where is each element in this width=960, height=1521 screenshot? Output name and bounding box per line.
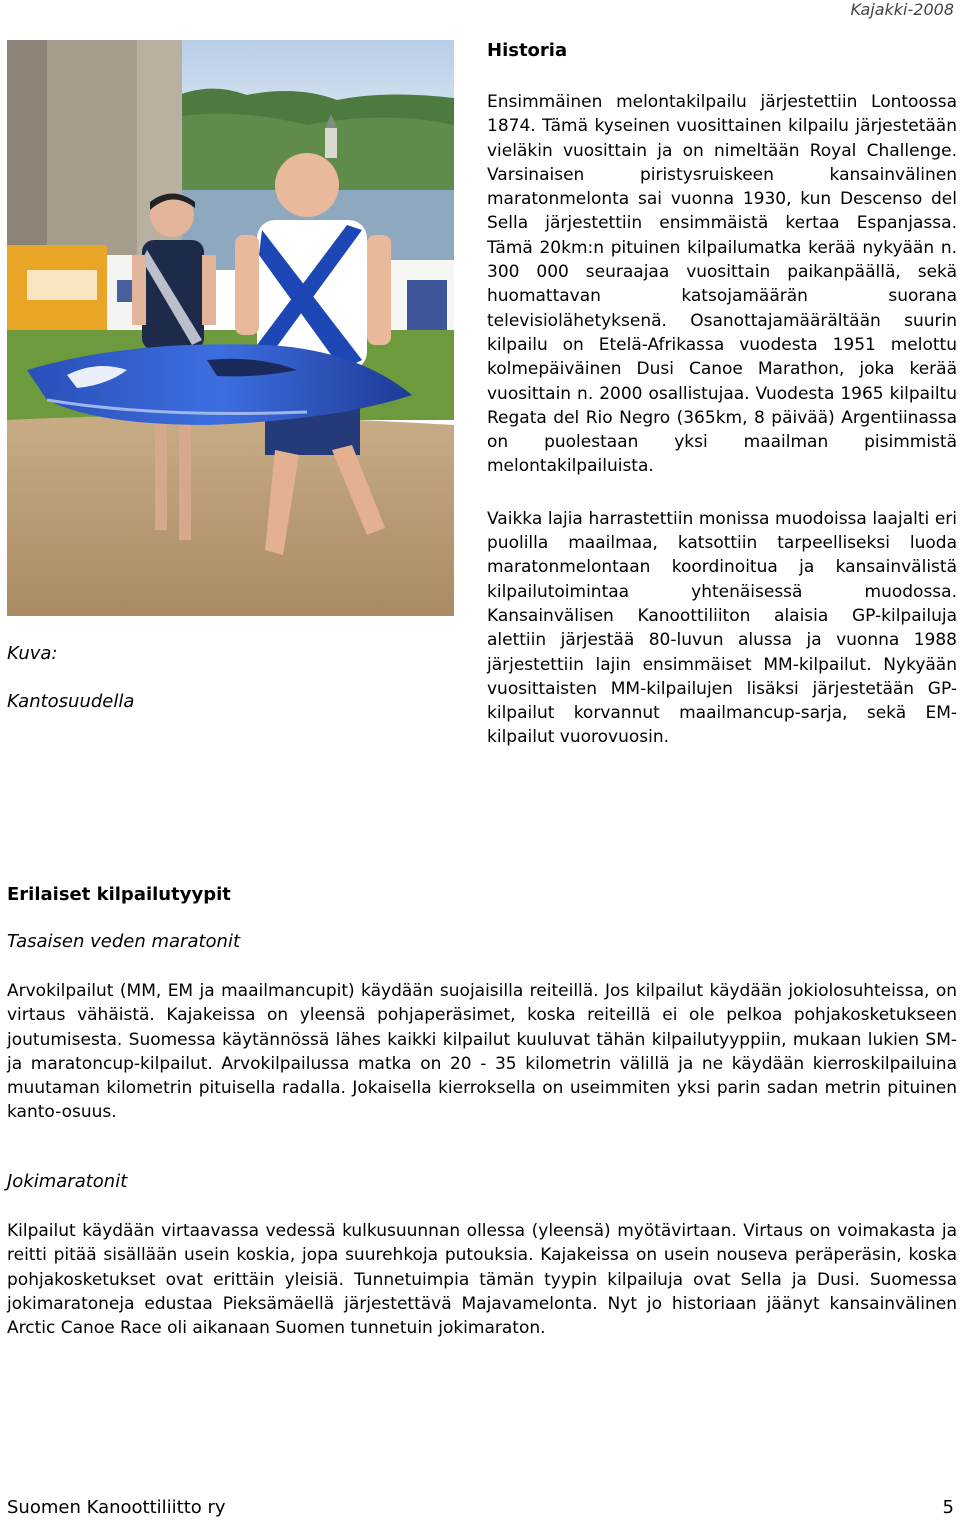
- photo-caption: [7, 630, 134, 726]
- river-text: Kilpailut käydään virtaavassa vedessä kulkusuunnan ollessa (yleensä) myötävirtaan. Virtaus on voimakasta ja reitti pitää sisällään usein koskia, jopa suurehkoja putouksia. Kajakeissa on usein nouseva peräperäsin, koska pohjakosketukset ovat erittäin yleisiä. Tunnetuimpia tämän tyypin kilpailuja ovat Sella ja Dusi. Suomessa jokimaratoneja edustaa Pieksämäellä järjestettävä Majavamelonta. Nyt jo historiaan jäänyt kansainvälinen Arctic Canoe Race oli aikanaan Suomen tunnetuin jokimaraton.: [7, 1221, 957, 1339]
- caption-text: Kantosuudella: [7, 691, 135, 712]
- document-title: Kajakki-2008: [850, 0, 954, 19]
- kayak-carry-photo: [7, 40, 454, 616]
- flat-water-subtitle: Tasaisen veden maratonit: [7, 931, 241, 952]
- river-subtitle: Jokimaratonit: [7, 1171, 128, 1192]
- page-number: 5: [942, 1497, 954, 1518]
- history-title: Historia: [487, 40, 568, 61]
- history-paragraph-1: Ensimmäinen melontakilpailu järjestettiin Lontoossa 1874. Tämä kyseinen vuosittainen kilpailu järjestetään vieläkin vuosittain ja on nimeltään Royal Challenge. Varsinaisen piristysruiskeen kansainvälinen maratonmelonta sai vuonna 1930, kun Descenso del Sella järjestettiin ensimmäistä kertaa Espanjassa. Tämä 20km:n pituinen kilpailumatka kerää nykyään n. 300 000 seuraajaa vuosittain paikanpäällä, sekä huomattavan katsojamäärän suorana televisiolähetyksenä. Osanottajamäärältään suurin kilpailu on Etelä-Afrikassa vuodesta 1951 melottu kolmepäiväinen Dusi Canoe Marathon, joka kerää vuosittain n. 2000 osallistujaa. Vuodesta 1965 kilpailtu Regata del Rio Negro (365km, 8 päivää) Argentiinassa on puolestaan yksi maailman pisimmistä melontakilpailuista.: [487, 92, 957, 477]
- caption-label: Kuva:: [7, 643, 58, 664]
- history-paragraph-2: Vaikka lajia harrastettiin monissa muodoissa laajalti eri puolilla maailmaa, katsottiin tarpeelliseksi luoda maratonmelontaan koordinoitua ja kansainvälistä kilpailutoimintaa yhtenäisessä muodossa. Kansainvälisen Kanoottiliiton alaisia GP-kilpailuja alettiin järjestää 80-luvun alussa ja vuonna 1988 järjestettiin lajin ensimmäiset MM-kilpailut. Nykyään vuosittaisten MM-kilpailujen lisäksi järjestetään GP-kilpailut korvannut maailmancup-sarja, sekä EM-kilpailut vuorovuosin.: [487, 508, 957, 748]
- flat-water-text: Arvokilpailut (MM, EM ja maailmancupit) käydään suojaisilla reiteillä. Jos kilpailut käydään jokiolosuhteissa, on virtaus vähäistä. Kajakeissa on yleensä pohjaperäsimet, koska reiteillä ei ole pelkoa pohjakosketukseen joutumisesta. Suomessa käytännössä lähes kaikki kilpailut kuuluvat tähän kilpailutyyppiin, mukaan lukien SM- ja maratoncup-kilpailut. Arvokilpailussa matka on 20 - 35 kilometrin välillä ja ne käydään kierroskilpailuina muutaman kilometrin pituisella radalla. Jokaisella kierroksella on useimmiten yksi parin sadan metrin pituinen kanto-osuus.: [7, 981, 957, 1123]
- footer-organization: Suomen Kanoottiliitto ry: [7, 1497, 226, 1518]
- history-section: [487, 40, 957, 750]
- competition-types-title: Erilaiset kilpailutyypit: [7, 884, 231, 905]
